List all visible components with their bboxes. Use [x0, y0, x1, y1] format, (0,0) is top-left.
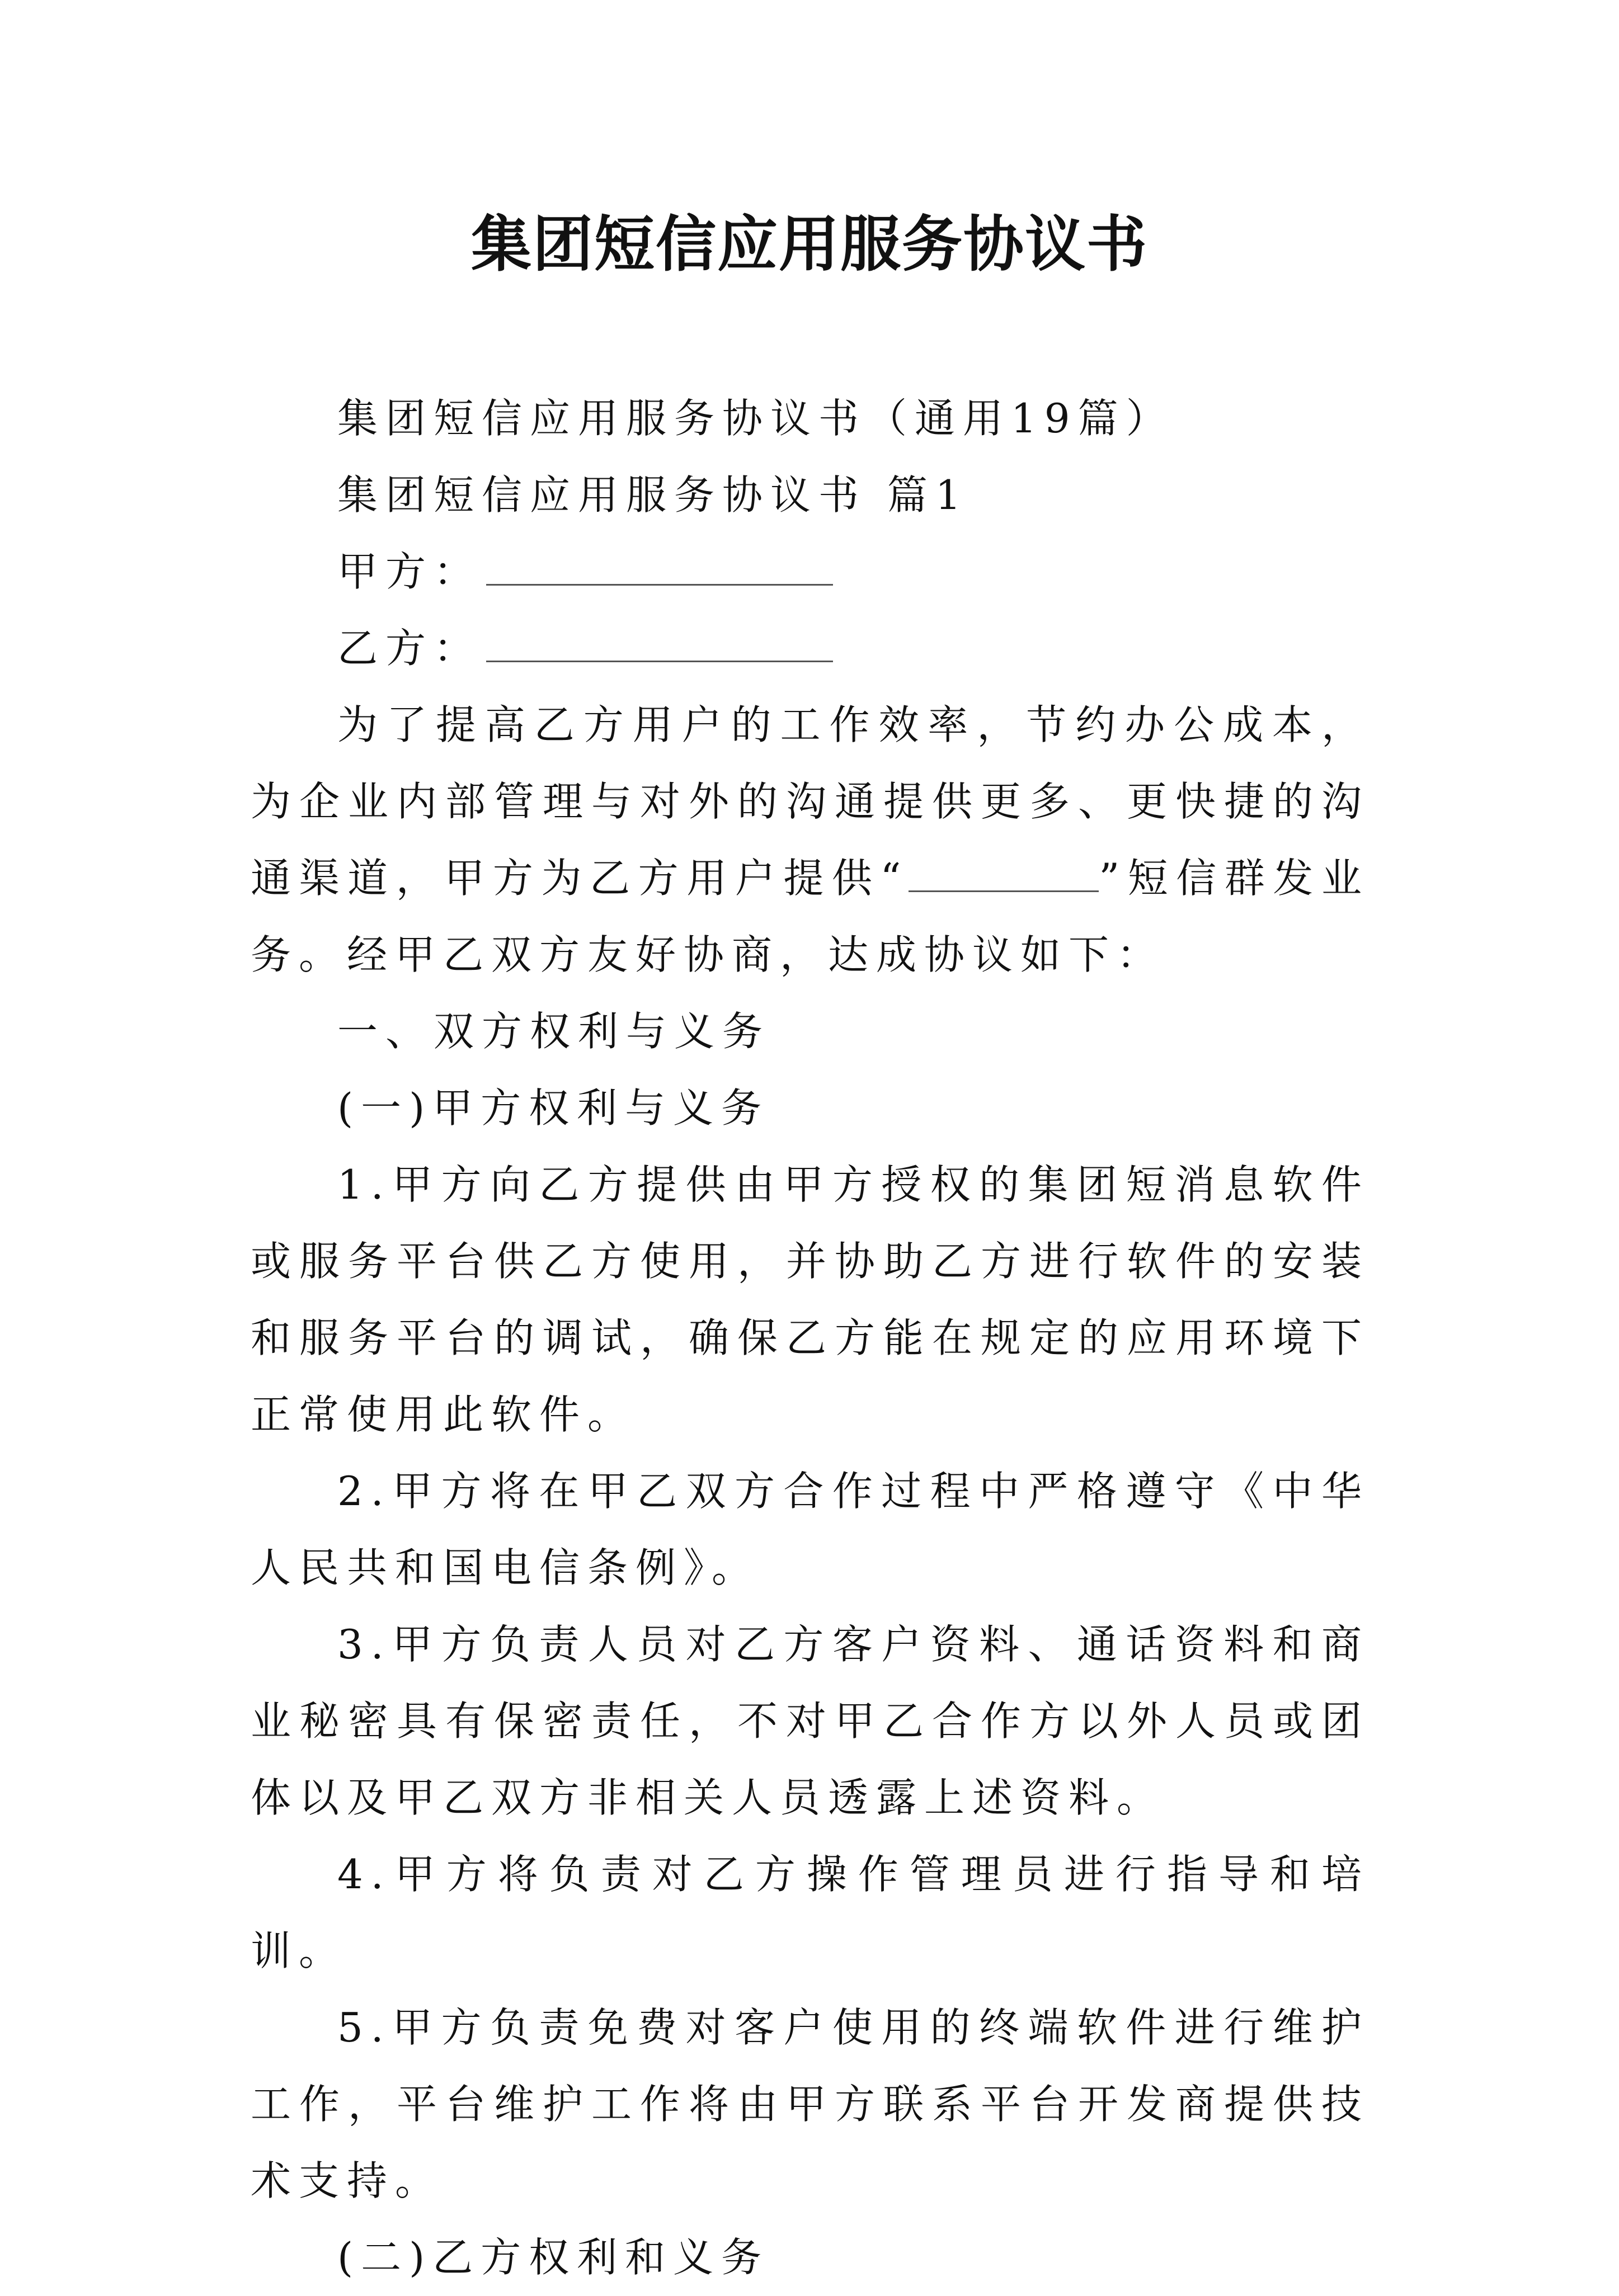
- clause-a-5: 5.甲方负责免费对客户使用的终端软件进行维护工作，平台维护工作将由甲方联系平台开发商提供技术支持。: [251, 2004, 1369, 2204]
- section-heading: 集团短信应用服务协议书 篇1: [337, 472, 969, 518]
- party-a-blank: [486, 550, 833, 586]
- intro-text-after: ”短信群发业务。经甲乙双方友好协商，达成协议如下：: [251, 855, 1370, 978]
- clause-a-2: 2.甲方将在甲乙双方合作过程中严格遵守《中华人民共和国电信条例》。: [251, 1468, 1369, 1591]
- party-b-line: [251, 610, 1369, 687]
- party-a-label: 甲方：: [337, 548, 482, 595]
- clause-a-4: 4.甲方将负责对乙方操作管理员进行指导和培训。: [251, 1851, 1369, 1974]
- document-subtitle: 集团短信应用服务协议书（通用19篇）: [337, 395, 1174, 442]
- document-title: 集团短信应用服务协议书: [470, 209, 1148, 280]
- party-b-label: 乙方：: [337, 625, 482, 672]
- party-b-blank: [486, 627, 833, 662]
- document-body: [251, 380, 1369, 2296]
- subsection-heading-b: (二)乙方权利和义务: [337, 2234, 770, 2281]
- clause-a-3: 3.甲方负责人员对乙方客户资料、通话资料和商业秘密具有保密责任，不对甲乙合作方以外人员或团体以及甲乙双方非相关人员透露上述资料。: [251, 1621, 1369, 1821]
- intro-text-before: 为了提高乙方用户的工作效率，节约办公成本，为企业内部管理与对外的沟通提供更多、更快捷的沟通渠道，甲方为乙方用户提供“: [251, 701, 1369, 902]
- clause-a-1: 1.甲方向乙方提供由甲方授权的集团短消息软件或服务平台供乙方使用，并协助乙方进行软件的安装和服务平台的调试，确保乙方能在规定的应用环境下正常使用此软件。: [251, 1161, 1369, 1438]
- party-a-line: [251, 534, 1369, 610]
- article-heading-1: 一、双方权利与义务: [337, 1008, 771, 1055]
- subsection-heading-a: (一)甲方权利与义务: [337, 1085, 770, 1132]
- service-name-blank: [909, 857, 1099, 892]
- intro-paragraph: [251, 687, 1369, 993]
